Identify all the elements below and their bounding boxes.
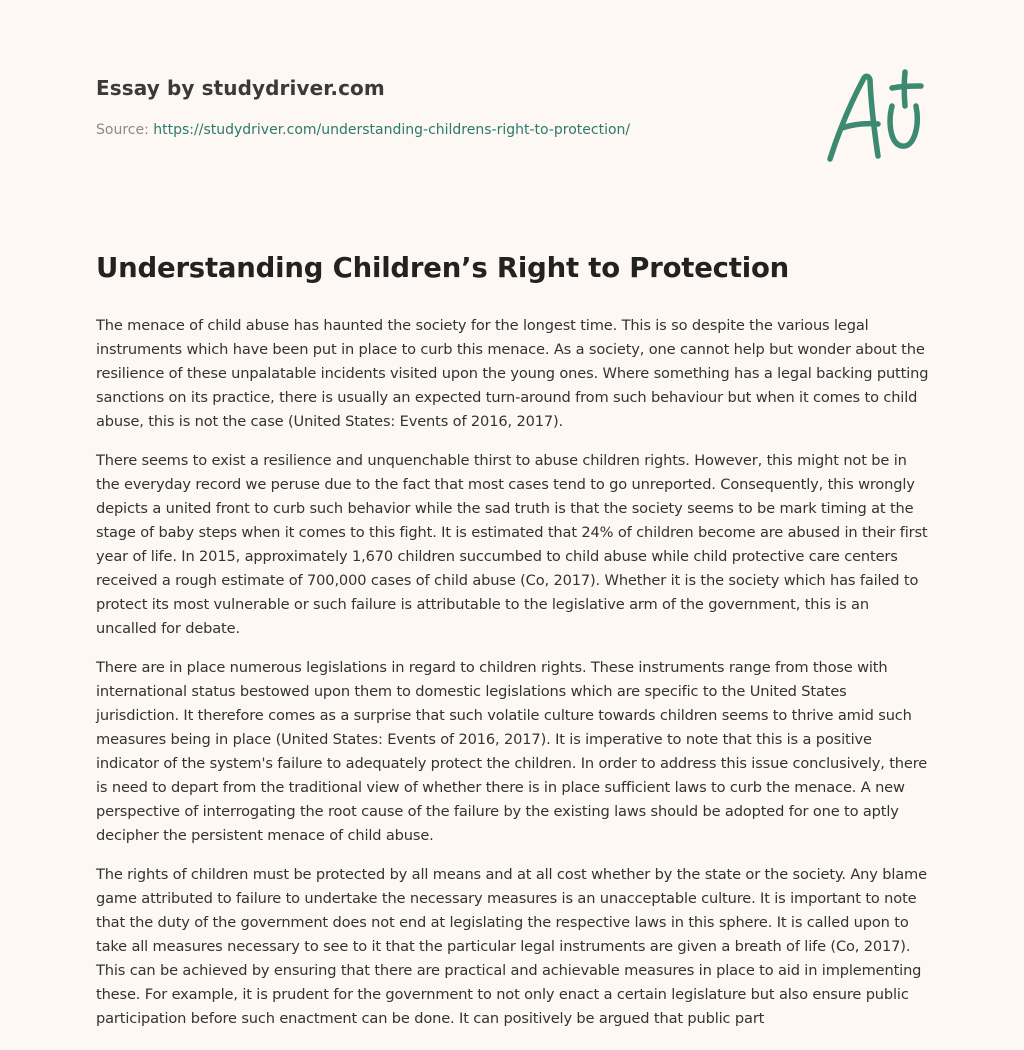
brand-title: Essay by studydriver.com [96,76,385,100]
source-line [96,122,928,138]
article-body [96,314,930,1046]
paragraph: There are in place numerous legislations in regard to children rights. These instruments range from those with international status bestowed upon them to domestic legislations which are specific to the United States jurisdiction. It therefore comes as a surprise that such volatile culture towards children seems to thrive amid such measures being in place (United States: Events of 2016, 2017). It is imperative to note that this is a positive indicator of the system's failure to adequately protect the children. In order to address this issue conclusively, there is need to depart from the traditional view of whether there is in place sufficient laws to curb the menace. A new perspective of interrogating the root cause of the failure by the existing laws should be adopted for one to aptly decipher the persistent menace of child abuse. [96,659,928,844]
paragraph: There seems to exist a resilience and unquenchable thirst to abuse children rights. However, this might not be in the everyday record we peruse due to the fact that most cases tend to go unreported. Consequently, this wrongly depicts a united front to curb such behavior while the sad truth is that the society seems to be mark timing at the stage of baby steps when it comes to this fight. It is estimated that 24% of children become are abused in their first year of life. In 2015, approximately 1,670 children succumbed to child abuse while child protective care centers received a rough estimate of 700,000 cases of child abuse (Co, 2017). Whether it is the society which has failed to protect its most vulnerable or such failure is attributable to the legislative arm of the government, this is an uncalled for debate. [96,452,928,637]
article-title: Understanding Children’s Right to Protection [96,252,790,284]
page-header [96,76,928,138]
a-plus-logo-icon [820,64,932,168]
source-label: Source: [96,122,154,138]
paragraph: The menace of child abuse has haunted the society for the longest time. This is so despite the various legal instruments which have been put in place to curb this menace. As a society, one cannot help but wonder about the resilience of these unpalatable incidents visited upon the young ones. Where something has a legal backing putting sanctions on its practice, there is usually an expected turn-around from such behaviour but when it comes to child abuse, this is not the case (United States: Events of 2016, 2017). [96,317,929,430]
source-link[interactable]: https://studydriver.com/understanding-childrens-right-to-protection/ [153,122,631,138]
paragraph: The rights of children must be protected by all means and at all cost whether by the state or the society. Any blame game attributed to failure to undertake the necessary measures is an unacceptable culture. It is important to note that the duty of the government does not end at legislating the respective laws in this sphere. It is called upon to take all measures necessary to see to it that the particular legal instruments are given a breath of life (Co, 2017). This can be achieved by ensuring that there are practical and achievable measures in place to aid in implementing these. For example, it is prudent for the government to not only enact a certain legislature but also ensure public participation before such enactment can be done. It can positively be argued that public part [96,866,927,1027]
